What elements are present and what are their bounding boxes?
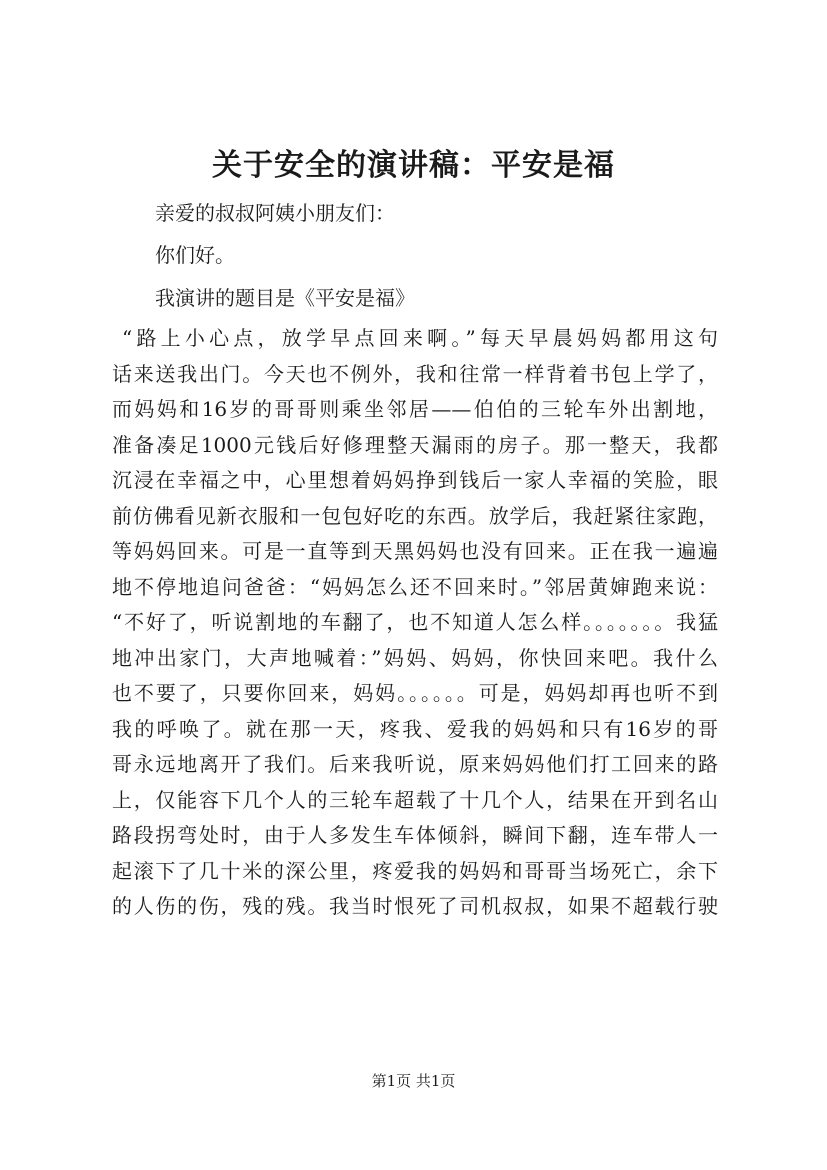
body-line: 也不要了，只要你回来，妈妈。。。。。。可是，妈妈却再也听不到 — [112, 681, 718, 705]
body-line: 哥永远地离开了我们。后来我听说，原来妈妈他们打工回来的路 — [112, 752, 718, 776]
body-line: 的人伤的伤，残的残。我当时恨死了司机叔叔，如果不超载行驶 — [112, 894, 718, 918]
body-line: 我的呼唤了。就在那一天，疼我、爱我的妈妈和只有16岁的哥 — [112, 716, 718, 741]
body-line: 沉浸在幸福之中，心里想着妈妈挣到钱后一家人幸福的笑脸，眼 — [112, 468, 718, 492]
body-line: “路上小心点，放学早点回来啊。”每天早晨妈妈都用这句 — [122, 326, 718, 350]
body-line: 起滚下了几十米的深公里，疼爱我的妈妈和哥哥当场死亡，余下 — [112, 858, 718, 883]
body-paragraph — [112, 321, 718, 925]
hello-line: 你们好。 — [155, 243, 235, 267]
greeting-line: 亲爱的叔叔阿姨小朋友们： — [155, 201, 395, 225]
page-footer: 第1页 共1页 — [371, 1072, 456, 1090]
body-line: 前仿佛看见新衣服和一包包好吃的东西。放学后，我赶紧往家跑， — [112, 503, 718, 528]
body-line: 地不停地追问爸爸：“妈妈怎么还不回来时。”邻居黄婶跑来说： — [112, 574, 718, 599]
topic-line: 我演讲的题目是《平安是福》 — [155, 286, 415, 310]
document-title: 关于安全的演讲稿：平安是福 — [212, 148, 615, 183]
body-line: 地冲出家门，大声地喊着：”妈妈、妈妈，你快回来吧。我什么 — [112, 645, 718, 670]
body-line: 路段拐弯处时，由于人多发生车体倾斜，瞬间下翻，连车带人一 — [112, 823, 718, 847]
body-line: 而妈妈和16岁的哥哥则乘坐邻居——伯伯的三轮车外出割地， — [112, 397, 718, 421]
body-line: “不好了，听说割地的车翻了，也不知道人怎么样。。。。。。。我猛 — [112, 610, 718, 634]
body-line: 上，仅能容下几个人的三轮车超载了十几个人，结果在开到名山 — [112, 787, 718, 812]
body-line: 准备凑足1000元钱后好修理整天漏雨的房子。那一整天，我都 — [112, 432, 718, 457]
body-line: 话来送我出门。今天也不例外，我和往常一样背着书包上学了， — [112, 361, 718, 386]
body-line: 等妈妈回来。可是一直等到天黑妈妈也没有回来。正在我一遍遍 — [112, 539, 718, 563]
